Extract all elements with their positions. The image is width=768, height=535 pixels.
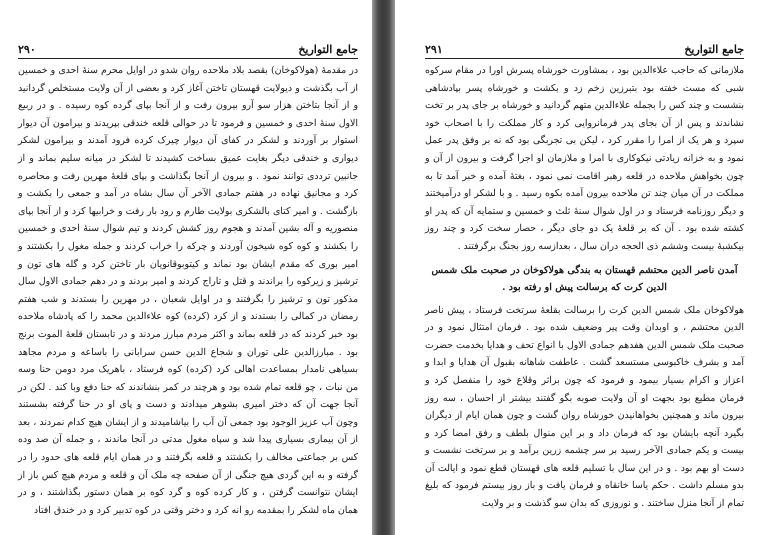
left-page-header (18, 40, 358, 56)
paragraph: ملازمانی که حاجب علاءالدین بود ، بمشاورت خورشاه پسرش اورا در مقام سرکوه شبی که مست خفته بود بتبرزین زخم زد و بکشت و خورشاه پسر بپادشاهی بنشست و چند کس را بجمله علاءالدین متهم گردانید و خورشاه بر جای پدر بر تخت نشاندند و پس از آن بجای پدر فرمانروایی کرد و کار مملکت را با اصحاب خود سپرد و هر یک از امرا را مقرر کرد ، لیکن بی تجربگی بود که نه بر وفق پدر عمل نمود و به خزانه زیادتی نیکوکاری با امرا و ملازمان او اجرا گرفت و بیرون از آن و چون بخواهش ملاحده در قلعه رهبر اقامت نمی نمود ، بغتهٔ آمده و خبر آمد تا به مملکت در آن میان چند تن ملاحده بیرون آمده بکوه رسید . و با لشکر او درآمیختند و دیگر روزنامه فرستاد و در اول شوال سنهٔ ثلث و خمسین و ستمایه آن که پدر او کشته شده بود . آن که بر قلعهٔ یک دو جای دیگر ، حصار سخت کرد و چند روز بیکشبهٔ بیست وششم ذی الحجه دران سال ، بعدازسه روز بجنگ برگرفتند . (425, 65, 744, 252)
paragraph: هولاکوخان ملک شمس الدین کرت را برسالت بقلعهٔ سرتخت فرستاد ، پیش ناصر الدین محتشم ، و اوبدان وقت پیر وضعیف شده بود . فرمان امتثال نمود و در صحبت ملک شمس الدین هفدهم جمادی الاول با انواع تحف و هدایا بخدمت حضرت آمد و بشرف خاکبوسی مستسعد گشت . عاطفت شاهانه بقبول آن هدایا و ابدا و اعزاز و اکرام بسیار بیمود و فرمود که چون براثر وقلاع خود را منفصل کرد و فرمان مطیع بود بجهت او آن ولایت صوبه بگو گفتند بیشتر از احسان ، سه روز بیرون ماند و همچنین بخواهانیدن خورشاه روان گشت و چون همان ایام از دیگران بگیرد آنچه بایشان بود که فرمان داد و بر این منوال بلطف و رفق امضا کرد و بیست و یکم جمادی الآخر رسید بر سر چشمه زرین برآمد و بر سرتخت نشست و دست او بهم بود . و در این سال با تسلیم قلعه های قهستان قطع نمود و ایالت آن بدو مسلم داشت . حکم یاسا خانقاه و فرمان یافت و باز روز بیستم فرمود که بلیغ تمام از آنجا منزل ساختند . و نوروزی که بدان سو گذشت و بر ولایت (425, 304, 744, 510)
section-heading: آمدن ناصر الدین محتشم قهستان به بندگی هولاکوخان در صحبت ملک شمس الدین کرت که برسالت پیش او رفته بود . (431, 264, 738, 293)
right-page (395, 0, 768, 535)
right-page-header (425, 40, 744, 56)
right-body-text (425, 62, 744, 513)
left-running-title: جامع التواریخ (298, 43, 358, 56)
book-gutter (372, 0, 395, 535)
left-body-text (18, 62, 358, 519)
right-running-title: جامع التواریخ (684, 43, 744, 56)
left-header-rule (18, 58, 358, 59)
paragraph: در مقدمهٔ (هولاکوخان) بقصد بلاد ملاحده روان شدو در اوایل محرم سنهٔ احدی و خمسین از آب بگذشت و دیولایت قهستان تاختن آغاز کرد و بعضی از آن ولایت مستخلص گردانید و از آنجا بتاختن هزار سو آرو بیرون رفت و از آنجا بپای گرده کوه رسیده . و در ربیع الاول سنهٔ احدی و خمسین و فرمود تا در حوالی قلعه خندقی بپریدند و بیرامون آن دیوار استوار بر آوردند و لشکر در کفای آن دیوار چیرک کرده فرود آمدند و بیرامون لشکر دیواری و خندقی دیگر بغایت عمیق بساخت کشیدند تا لشکر در میانه سلیم بماند و از جانبین ترددی توانند نمود . و بیرون از آنجا بگذاشت و بپای قلعهٔ مهرین رفت و محاصره کرد و مجانیق نهاده در هفتم جمادی الآخر آن سال بشاه در آمد و جمعی را بکشت و بازگشت . و امیر کتای بالشکری بولایت طارم و رود بار رفت و خرابیها کرد و از آنجا بپای منصوریه و آله بشین آمدند و هجوم روز کشش کردند و تیم شوال سنهٔ احدی و خمسین را بکشند و کوه کوه شیخون آوردند و چرکه را خراب کردند و جمله مغول را بکشتند و امیر بوری که مقدم ایشان بود نماند و کیتوبوقانویان بار تاختن کرد و گله های تون و ترشیز و زیرکوه را براندند و قتل و تاراج کردند و امیر بردند و در دهم جمادی الاول سال مذکور تون و ترشیز را بگرفتند و در اوایل شعبان ، در مهرین را بستدند و شب هفتم رمضان در کمالی را بستدند و از کرد (کرده) کوه علاءالدین محمد را که پادشاه ملاحده بود خبر کردند که در قلعه بماند و اکثر مردم مبارز مردند و در تابستان قلعهٔ الموت برنج بود . مبارزالدین علی توران و شجاع الدین حسن سرابانی را باساعه و مردم مجاهد بسیاهی نامدار بمساعدت اهالی کرد (کرده) کوه فرستاد ، باهریک مرد دومن حنا وسه من نبات ، چو قلعه تمام شده بود و هرچند در کمر بنشاندند که حنا دفع وبا کند . لکن در آنجا جهت آن که دختر امیری بشوهر میدادند و دست و پای او در حنا گرفته بشستند وچون آب عزیز الوجود بود جمعی آن آب را بیاشامیدند و از ایشان هیچ کدام نمردند ، بعد از آن بیماری بسیاری پیدا شد و سپاه مغول مدتی در آنجا ماندند ، و جمله آن صد وده کس بر جماعتی مخالف را بکشتند و قلعه بگرفتند و در همان ایام قلعه های حدود را در گرفته و به این گردی هیچ جنگی از آن صفحه چه ملک آن و قلعه و مردم هیچ کس باز از ایشان نتوانست گرفتن ، و کار کرده کوه و گرد کوه بر همان دستور بگذاشتند ، و در همان ماه لشکر را بمقدمه رو انه کرد و دختر وقتی در کوه تدبیر کرد و در خندق افتاد (18, 65, 358, 516)
right-header-rule (425, 58, 744, 59)
left-page (0, 0, 372, 535)
right-page-number: ٢٩١ (425, 43, 443, 56)
left-page-number: ٢٩٠ (18, 43, 36, 56)
